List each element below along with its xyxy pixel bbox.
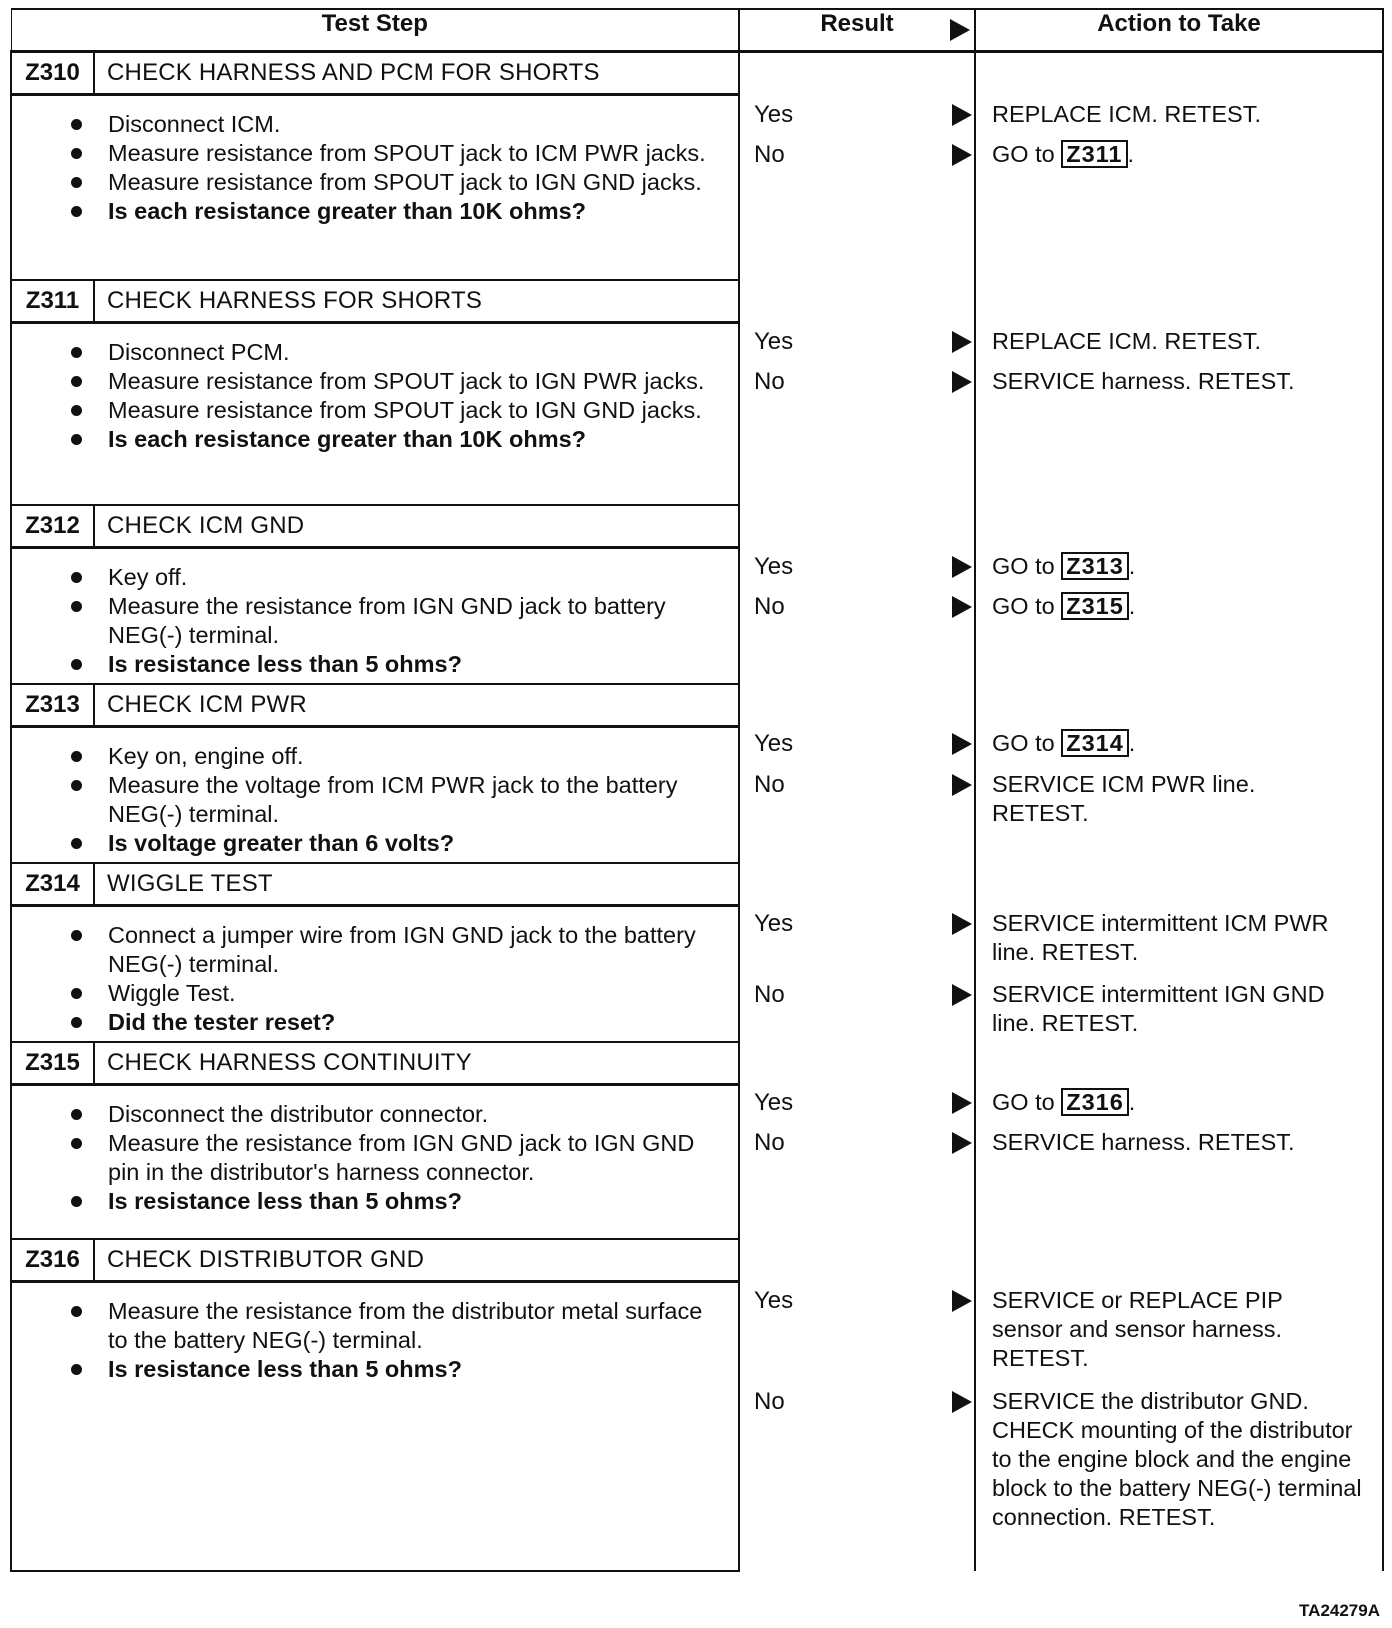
action-no: SERVICE harness. RETEST. (992, 1129, 1295, 1155)
header-result (739, 9, 975, 52)
bullet-item: Measure resistance from SPOUT jack to IGN GND jacks. (108, 168, 714, 197)
goto-step-link[interactable]: Z315 (1061, 592, 1129, 620)
arrow-right-icon (952, 1290, 972, 1312)
header-result-label: Result (820, 10, 894, 37)
action-cell (975, 684, 1383, 863)
step-id: Z313 (11, 684, 94, 727)
action-cell (975, 1239, 1383, 1571)
step-title: CHECK HARNESS AND PCM FOR SHORTS (94, 52, 739, 95)
result-yes: Yes (754, 553, 794, 580)
goto-prefix: GO to (992, 553, 1055, 579)
action-yes: GO to Z314 . (992, 730, 1136, 756)
bullet-question: Did the tester reset? (108, 1008, 714, 1037)
figure-id: TA24279A (1299, 1601, 1380, 1620)
bullet-item: Key off. (108, 563, 714, 592)
action-yes: SERVICE intermittent ICM PWR line. RETEST. (992, 910, 1329, 965)
result-cell (739, 1239, 975, 1571)
arrow-right-icon (952, 371, 972, 393)
bullet-item: Measure the voltage from ICM PWR jack to the battery NEG(-) terminal. (108, 771, 714, 829)
step-bullets (12, 96, 738, 230)
step-title: CHECK ICM GND (94, 505, 739, 548)
step-header-row (11, 52, 1383, 95)
arrow-right-icon (952, 104, 972, 126)
action-cell (975, 52, 1383, 281)
bullet-question: Is resistance less than 5 ohms? (108, 1187, 714, 1216)
goto-prefix: GO to (992, 593, 1055, 619)
step-id: Z311 (11, 280, 94, 323)
step-bullets (12, 324, 738, 458)
bullet-item: Wiggle Test. (108, 979, 714, 1008)
result-yes: Yes (754, 328, 794, 355)
step-id: Z316 (11, 1239, 94, 1282)
bullet-item: Measure the resistance from IGN GND jack to battery NEG(-) terminal. (108, 592, 714, 650)
result-cell (739, 505, 975, 684)
arrow-right-icon (952, 774, 972, 796)
step-id: Z314 (11, 863, 94, 906)
result-no: No (754, 141, 785, 168)
action-cell (975, 863, 1383, 1042)
step-bullets (12, 1086, 738, 1220)
bullet-item: Disconnect ICM. (108, 110, 714, 139)
bullet-item: Measure resistance from SPOUT jack to ICM PWR jacks. (108, 139, 714, 168)
result-yes: Yes (754, 101, 794, 128)
action-no: GO to Z311 . (992, 141, 1135, 167)
step-title: WIGGLE TEST (94, 863, 739, 906)
result-no: No (754, 1388, 785, 1415)
action-cell (975, 1042, 1383, 1239)
step-id: Z310 (11, 52, 94, 95)
bullet-item: Measure resistance from SPOUT jack to IGN PWR jacks. (108, 367, 714, 396)
step-body (11, 906, 739, 1043)
arrow-right-icon (952, 596, 972, 618)
goto-step-link[interactable]: Z313 (1061, 552, 1129, 580)
result-no: No (754, 593, 785, 620)
result-cell (739, 280, 975, 505)
result-cell (739, 1042, 975, 1239)
step-title: CHECK HARNESS CONTINUITY (94, 1042, 739, 1085)
arrow-right-icon (952, 556, 972, 578)
bullet-question: Is each resistance greater than 10K ohms? (108, 197, 714, 226)
step-id: Z312 (11, 505, 94, 548)
goto-prefix: GO to (992, 141, 1055, 167)
action-yes: SERVICE or REPLACE PIP sensor and sensor harness. RETEST. (992, 1287, 1283, 1371)
header-test-step: Test Step (11, 9, 739, 52)
bullet-item: Measure the resistance from IGN GND jack to IGN GND pin in the distributor's harness connector. (108, 1129, 714, 1187)
header-action: Action to Take (975, 9, 1383, 52)
step-title: CHECK DISTRIBUTOR GND (94, 1239, 739, 1282)
action-yes: GO to Z313 . (992, 553, 1136, 579)
bullet-item: Disconnect PCM. (108, 338, 714, 367)
result-yes: Yes (754, 910, 794, 937)
table-header-row (11, 9, 1383, 52)
bullet-question: Is each resistance greater than 10K ohms? (108, 425, 714, 454)
arrow-right-icon (952, 1132, 972, 1154)
result-yes: Yes (754, 1287, 794, 1314)
action-yes: REPLACE ICM. RETEST. (992, 328, 1261, 354)
step-header-row (11, 505, 1383, 548)
step-header-row (11, 863, 1383, 906)
step-body (11, 323, 739, 506)
step-bullets (12, 1283, 738, 1388)
step-body (11, 727, 739, 864)
step-header-row (11, 280, 1383, 323)
step-title: CHECK ICM PWR (94, 684, 739, 727)
bullet-question: Is voltage greater than 6 volts? (108, 829, 714, 858)
action-yes: GO to Z316 . (992, 1089, 1136, 1115)
goto-prefix: GO to (992, 730, 1055, 756)
step-id: Z315 (11, 1042, 94, 1085)
result-yes: Yes (754, 1089, 794, 1116)
action-no: SERVICE harness. RETEST. (992, 368, 1295, 394)
diagnostic-table (10, 8, 1384, 1572)
arrow-right-icon (952, 1092, 972, 1114)
result-cell (739, 52, 975, 281)
action-no: GO to Z315 . (992, 593, 1136, 619)
step-header-row (11, 1042, 1383, 1085)
goto-step-link[interactable]: Z314 (1061, 729, 1129, 757)
result-cell (739, 863, 975, 1042)
arrow-right-icon (952, 733, 972, 755)
goto-step-link[interactable]: Z316 (1061, 1088, 1129, 1116)
result-no: No (754, 1129, 785, 1156)
step-bullets (12, 549, 738, 683)
bullet-question: Is resistance less than 5 ohms? (108, 1355, 714, 1384)
arrow-right-icon (952, 1391, 972, 1413)
action-yes: REPLACE ICM. RETEST. (992, 101, 1261, 127)
result-yes: Yes (754, 730, 794, 757)
bullet-item: Measure the resistance from the distributor metal surface to the battery NEG(-) terminal. (108, 1297, 714, 1355)
bullet-question: Is resistance less than 5 ohms? (108, 650, 714, 679)
result-cell (739, 684, 975, 863)
arrow-right-icon (952, 913, 972, 935)
step-bullets (12, 728, 738, 862)
action-cell (975, 505, 1383, 684)
arrow-right-icon (952, 331, 972, 353)
arrow-right-icon (952, 144, 972, 166)
step-header-row (11, 684, 1383, 727)
step-bullets (12, 907, 738, 1041)
step-header-row (11, 1239, 1383, 1282)
action-no: SERVICE intermittent IGN GND line. RETEST. (992, 981, 1325, 1036)
result-no: No (754, 981, 785, 1008)
bullet-item: Disconnect the distributor connector. (108, 1100, 714, 1129)
step-body (11, 548, 739, 685)
arrow-right-icon (950, 19, 970, 41)
bullet-item: Connect a jumper wire from IGN GND jack to the battery NEG(-) terminal. (108, 921, 714, 979)
step-body (11, 1282, 739, 1572)
result-no: No (754, 368, 785, 395)
bullet-item: Measure resistance from SPOUT jack to IGN GND jacks. (108, 396, 714, 425)
arrow-right-icon (952, 984, 972, 1006)
goto-step-link[interactable]: Z311 (1061, 140, 1127, 168)
action-no: SERVICE the distributor GND. CHECK mounting of the distributor to the engine block and the engine block to the battery NEG(-) terminal connection. RETEST. (992, 1388, 1362, 1530)
step-title: CHECK HARNESS FOR SHORTS (94, 280, 739, 323)
action-cell (975, 280, 1383, 505)
diagnostic-sheet (10, 8, 1382, 1572)
goto-prefix: GO to (992, 1089, 1055, 1115)
step-body (11, 95, 739, 281)
result-no: No (754, 771, 785, 798)
step-body (11, 1085, 739, 1240)
bullet-item: Key on, engine off. (108, 742, 714, 771)
action-no: SERVICE ICM PWR line. RETEST. (992, 771, 1256, 826)
